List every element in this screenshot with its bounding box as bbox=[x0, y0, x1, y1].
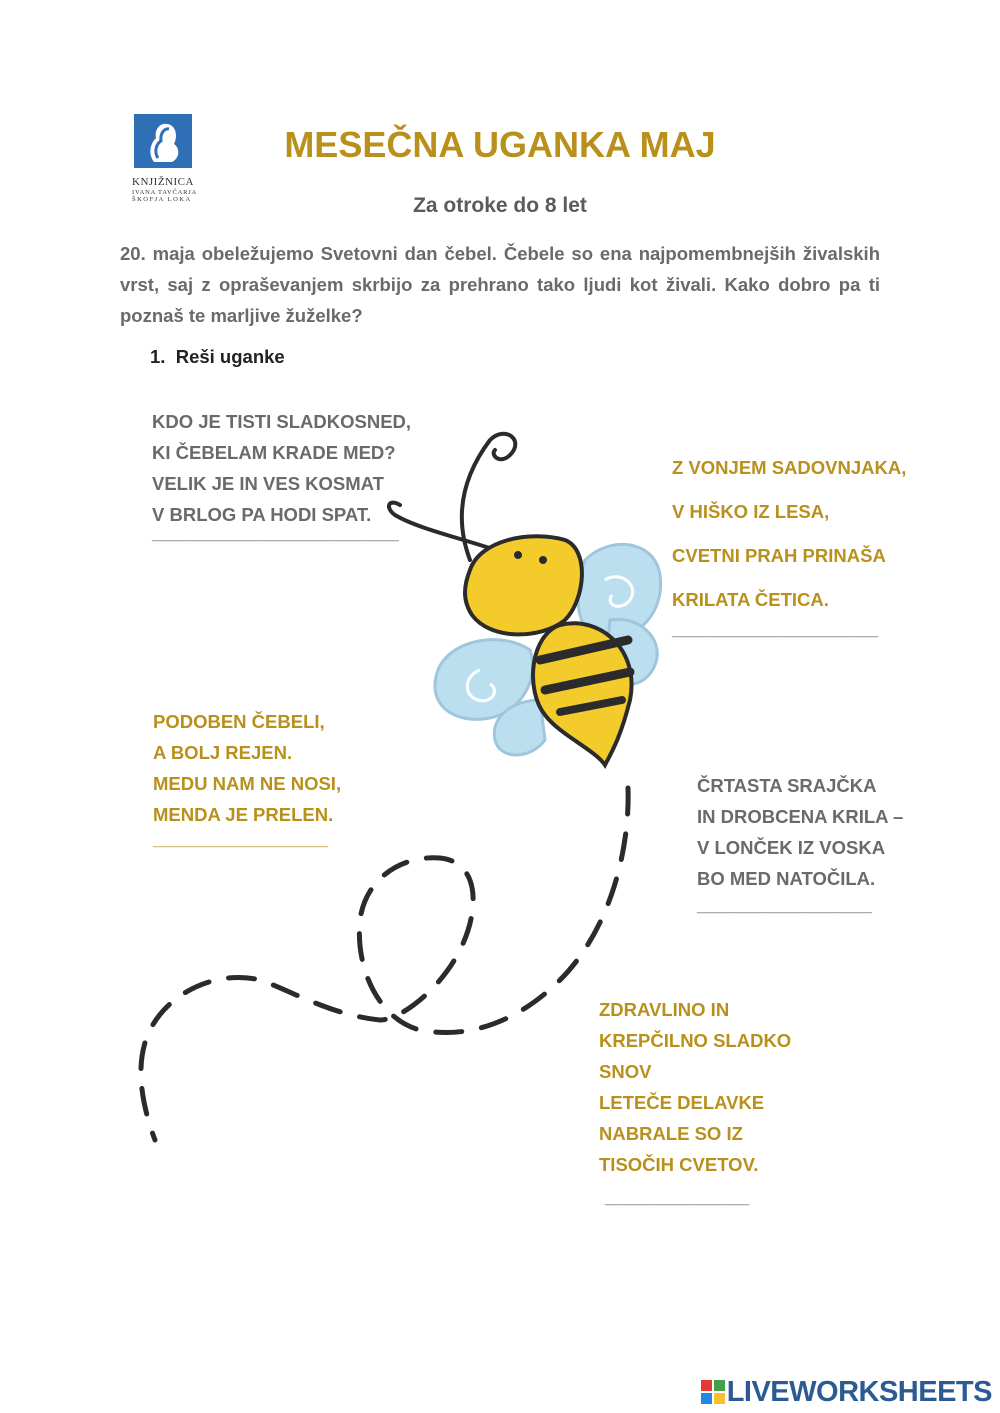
riddle-1-line: KI ČEBELAM KRADE MED? bbox=[152, 442, 396, 463]
riddle-3-line: MENDA JE PRELEN. bbox=[153, 804, 334, 825]
liveworksheets-text: LIVEWORKSHEETS bbox=[726, 1375, 992, 1408]
liveworksheets-logo-icon bbox=[701, 1380, 725, 1404]
page-subtitle: Za otroke do 8 let bbox=[413, 194, 587, 217]
riddle-3-line: A BOLJ REJEN. bbox=[153, 742, 293, 763]
riddle-4-line: IN DROBCENA KRILA – bbox=[697, 806, 904, 827]
riddle-4 bbox=[697, 770, 903, 916]
riddle-3 bbox=[153, 706, 341, 850]
riddle-4-line: ČRTASTA SRAJČKA bbox=[697, 775, 877, 796]
riddle-2-line: Z VONJEM SADOVNJAKA, bbox=[672, 457, 907, 478]
riddle-2-line: KRILATA ČETICA. bbox=[672, 589, 829, 610]
riddle-5-line: LETEČE DELAVKE bbox=[599, 1092, 765, 1113]
riddle-1-line: KDO JE TISTI SLADKOSNED, bbox=[152, 411, 412, 432]
riddle-3-line: MEDU NAM NE NOSI, bbox=[153, 773, 342, 794]
riddle-3-line: PODOBEN ČEBELI, bbox=[153, 711, 325, 732]
task-heading: 1. Reši uganke bbox=[150, 346, 285, 367]
library-name-line3: ŠKOFJA LOKA bbox=[132, 196, 192, 203]
riddle-2 bbox=[672, 446, 906, 640]
riddle-2-line: CVETNI PRAH PRINAŠA bbox=[672, 545, 886, 566]
riddle-5-line: ZDRAVLINO IN bbox=[599, 999, 730, 1020]
riddle-4-line: V LONČEK IZ VOSKA bbox=[697, 837, 886, 858]
page-title: MESEČNA UGANKA MAJ bbox=[284, 124, 716, 165]
riddle-5-line: SNOV bbox=[599, 1061, 652, 1082]
riddle-3-answer-field[interactable]: _________________ bbox=[153, 828, 328, 849]
riddle-2-line: V HIŠKO IZ LESA, bbox=[672, 501, 830, 522]
intro-paragraph: 20. maja obeležujemo Svetovni dan čebel. Čebele so ena najpomembnejših živalskih vrst, saj z opraševanjem skrbijo za prehrano tako ljudi kot živali. Kako dobro pa ti poznaš te marljive žuželke? bbox=[120, 243, 880, 326]
bee-eye-left bbox=[514, 551, 522, 559]
riddle-5 bbox=[599, 994, 791, 1208]
bee-eye-right bbox=[539, 556, 547, 564]
riddle-5-line: TISOČIH CVETOV. bbox=[599, 1154, 759, 1175]
library-name-line1: KNJIŽNICA bbox=[132, 176, 194, 188]
liveworksheets-watermark[interactable] bbox=[701, 1375, 992, 1409]
library-name-line2: IVANA TAVČARJA bbox=[132, 189, 198, 196]
riddle-5-line: NABRALE SO IZ bbox=[599, 1123, 743, 1144]
riddle-2-answer-field[interactable]: ____________________ bbox=[672, 618, 878, 639]
riddle-5-answer-field[interactable]: ______________ bbox=[605, 1186, 750, 1207]
riddle-1 bbox=[152, 406, 411, 544]
riddle-1-answer-field[interactable]: ________________________ bbox=[152, 522, 399, 543]
riddle-1-line: V BRLOG PA HODI SPAT. bbox=[152, 504, 372, 525]
riddle-4-answer-field[interactable]: _________________ bbox=[697, 894, 872, 915]
bee-head bbox=[465, 536, 582, 634]
riddle-5-line: KREPČILNO SLADKO bbox=[599, 1030, 792, 1051]
riddle-1-line: VELIK JE IN VES KOSMAT bbox=[152, 473, 384, 494]
riddle-4-line: BO MED NATOČILA. bbox=[697, 868, 876, 889]
